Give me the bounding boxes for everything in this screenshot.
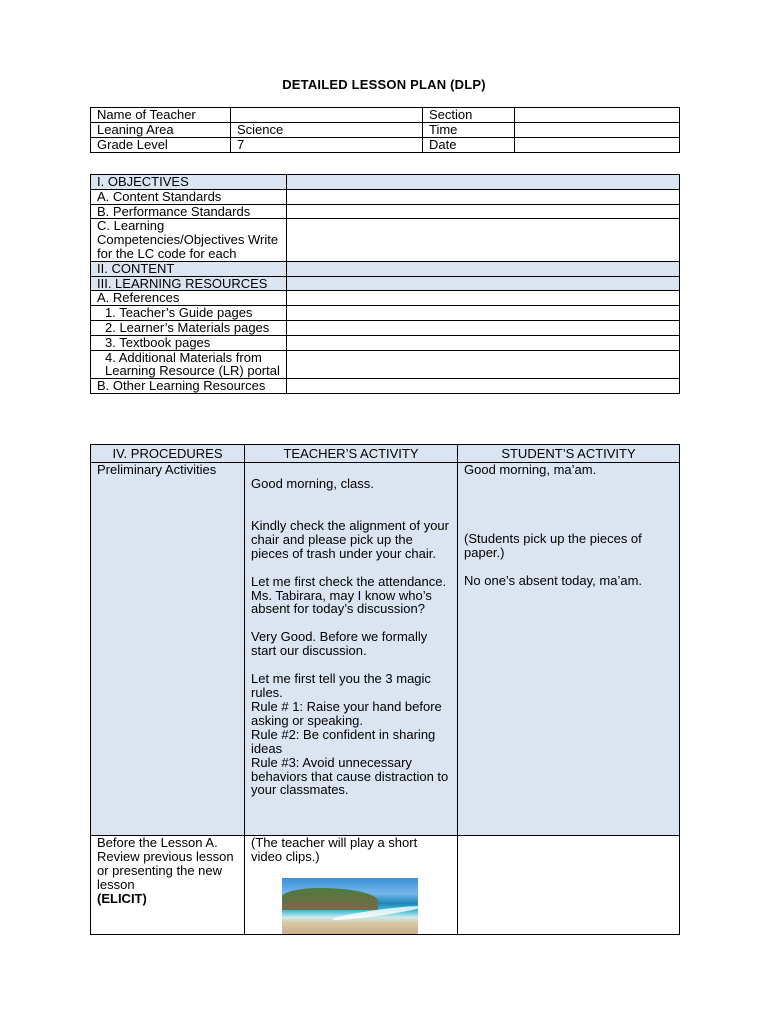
teacher-line: Kindly check the alignment of your chair and please pick up the pieces of trash under your chair. bbox=[251, 517, 449, 561]
learning-resources-heading: III. LEARNING RESOURCES bbox=[91, 276, 287, 291]
other-resources-value[interactable] bbox=[287, 379, 680, 394]
learning-area-value[interactable]: Science bbox=[231, 123, 423, 138]
textbook-pages-label: 3. Textbook pages bbox=[91, 335, 287, 350]
time-label: Time bbox=[423, 123, 515, 138]
before-the-lesson-cell bbox=[91, 836, 245, 935]
teacher-activity-column-header: TEACHER’S ACTIVITY bbox=[245, 445, 458, 463]
objectives-value[interactable] bbox=[287, 175, 680, 190]
learners-materials-value[interactable] bbox=[287, 320, 680, 335]
name-of-teacher-value[interactable] bbox=[231, 108, 423, 123]
learning-resources-value[interactable] bbox=[287, 276, 680, 291]
teacher-line: Very Good. Before we formally start our discussion. bbox=[251, 629, 428, 659]
objectives-heading: I. OBJECTIVES bbox=[91, 175, 287, 190]
objectives-table bbox=[90, 174, 680, 394]
teachers-guide-value[interactable] bbox=[287, 306, 680, 321]
teacher-line: Rule #2: Be confident in sharing ideas bbox=[251, 726, 436, 756]
learning-competencies-value[interactable] bbox=[287, 219, 680, 261]
grade-level-label: Grade Level bbox=[91, 138, 231, 153]
student-line: (Students pick up the pieces of paper.) bbox=[464, 530, 642, 560]
learning-area-label: Leaning Area bbox=[91, 123, 231, 138]
time-value[interactable] bbox=[515, 123, 680, 138]
procedures-table bbox=[90, 444, 680, 935]
learning-competencies-label: C. Learning Competencies/Objectives Write for the LC code for each bbox=[91, 219, 287, 261]
additional-materials-label: 4. Additional Materials from Learning Resource (LR) portal bbox=[91, 350, 287, 379]
teacher-info-table bbox=[90, 107, 680, 153]
student-line: Good morning, ma’am. bbox=[464, 462, 597, 477]
preliminary-teacher-cell bbox=[245, 463, 458, 836]
textbook-pages-value[interactable] bbox=[287, 335, 680, 350]
preliminary-student-cell bbox=[458, 463, 680, 836]
section-label: Section bbox=[423, 108, 515, 123]
performance-standards-value[interactable] bbox=[287, 204, 680, 219]
teacher-line: Good morning, class. bbox=[251, 476, 374, 491]
elicit-label: (ELICIT) bbox=[97, 890, 147, 906]
student-line: No one’s absent today, ma’am. bbox=[464, 572, 643, 588]
content-heading: II. CONTENT bbox=[91, 261, 287, 276]
cliff-shape bbox=[282, 888, 378, 910]
references-label: A. References bbox=[91, 291, 287, 306]
performance-standards-label: B. Performance Standards bbox=[91, 204, 287, 219]
grade-level-value[interactable]: 7 bbox=[231, 138, 423, 153]
procedures-column-header: IV. PROCEDURES bbox=[91, 445, 245, 463]
name-of-teacher-label: Name of Teacher bbox=[91, 108, 231, 123]
teachers-guide-label: 1. Teacher’s Guide pages bbox=[91, 306, 287, 321]
student-activity-column-header: STUDENT’S ACTIVITY bbox=[458, 445, 680, 463]
section-value[interactable] bbox=[515, 108, 680, 123]
teacher-line: Rule #3: Avoid unnecessary behaviors that cause distraction to your classmates. bbox=[251, 754, 449, 798]
content-standards-value[interactable] bbox=[287, 189, 680, 204]
teacher-line: Let me first tell you the 3 magic rules. bbox=[251, 671, 431, 701]
learners-materials-label: 2. Learner’s Materials pages bbox=[91, 320, 287, 335]
preliminary-activities-label: Preliminary Activities bbox=[91, 463, 245, 836]
references-value[interactable] bbox=[287, 291, 680, 306]
content-value[interactable] bbox=[287, 261, 680, 276]
additional-materials-value[interactable] bbox=[287, 350, 680, 379]
date-label: Date bbox=[423, 138, 515, 153]
teacher-line: (The teacher will play a short video clips.) bbox=[251, 835, 418, 864]
document-title: DETAILED LESSON PLAN (DLP) bbox=[282, 77, 486, 92]
before-lesson-student-cell bbox=[458, 836, 680, 935]
date-value[interactable] bbox=[515, 138, 680, 153]
teacher-line: Rule # 1: Raise your hand before asking or speaking. bbox=[251, 698, 442, 728]
other-resources-label: B. Other Learning Resources bbox=[91, 379, 287, 394]
beach-video-thumbnail[interactable] bbox=[282, 878, 418, 934]
teacher-line: Let me first check the attendance. Ms. Tabirara, may I know who’s absent for today’s discussion? bbox=[251, 573, 447, 617]
before-the-lesson-label: Before the Lesson A. Review previous lesson or presenting the new lesson bbox=[97, 835, 234, 892]
content-standards-label: A. Content Standards bbox=[91, 189, 287, 204]
before-lesson-teacher-cell bbox=[245, 836, 458, 935]
